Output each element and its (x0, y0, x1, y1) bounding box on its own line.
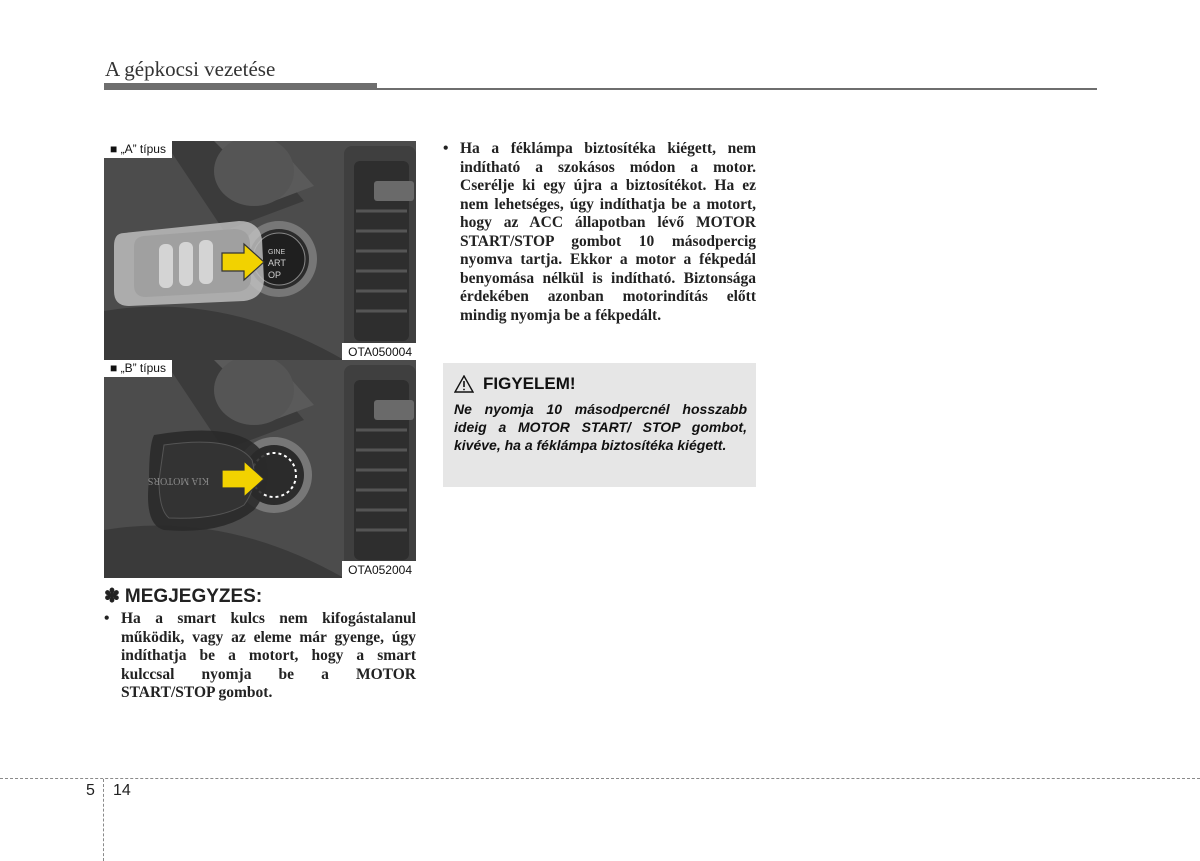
footer-page-number: 14 (113, 782, 131, 799)
warning-title (454, 374, 576, 394)
warning-text: Ne nyomja 10 másodpercnél hosszabb ideig a MOTOR START/ STOP gombot, kivéve, ha a féklámpa biztosítéka kiégett. (454, 401, 747, 453)
warning-title-text: FIGYELEM! (483, 374, 576, 393)
button-label-line-2: ART (268, 258, 286, 268)
figure-a-label: ■ „A” típus (104, 141, 172, 158)
bullet-dot-icon: • (104, 610, 110, 627)
fuse-bullet-text: Ha a féklámpa biztosítéka kiégett, nem indítható a szokásos módon a motor. Cserélje ki egy újra a biztosítékot. Ha ez nem lehetséges, úgy indíthatja be a motort, hogy az ACC állapotban lévő MOTOR START/STOP gombot 10 másodpercig nyomva tartja. Ekkor a motor a fékpedál benyomása nélkül is indítható. Biztonsága érdekében azonban motorindítás előtt mindig nyomja be a fékpedált. (460, 140, 756, 324)
figure-a-label-text: „A” típus (120, 142, 166, 156)
figure-type-b (104, 360, 416, 578)
footer-vertical-divider (103, 779, 104, 861)
note-bullet-text: Ha a smart kulcs nem kifogástalanul működik, vagy az eleme már gyenge, úgy indíthatja be a motort, hogy a smart kulccsal nyomja be a MOTOR START/STOP gombot. (121, 610, 416, 701)
button-label-line-3: OP (268, 270, 282, 280)
note-star-icon: ✽ (104, 586, 120, 607)
figure-b-label: ■ „B” típus (104, 360, 172, 377)
chapter-title: A gépkocsi vezetése (105, 57, 276, 81)
fuse-bullet (443, 140, 756, 325)
footer-divider (0, 778, 1200, 779)
figure-b-fob-text (104, 360, 416, 578)
fob-brand-text: KIA MOTORS (147, 475, 209, 486)
note-bullet (104, 610, 416, 703)
figure-a-button-text (104, 141, 416, 360)
figure-type-a (104, 141, 416, 360)
bullet-dot-icon: • (443, 140, 449, 157)
figure-b-label-text: „B” típus (120, 361, 166, 375)
warning-triangle-icon (454, 375, 474, 393)
note-heading-text: MEGJEGYZES: (124, 586, 263, 607)
header-rule-thin (104, 88, 1097, 90)
note-heading (104, 585, 262, 608)
warning-box (443, 363, 756, 487)
figure-b-code: OTA052004 (342, 561, 416, 578)
footer-chapter-number: 5 (86, 782, 95, 799)
figure-a-code: OTA050004 (342, 343, 416, 360)
button-label-line-1: GINE (268, 249, 286, 256)
